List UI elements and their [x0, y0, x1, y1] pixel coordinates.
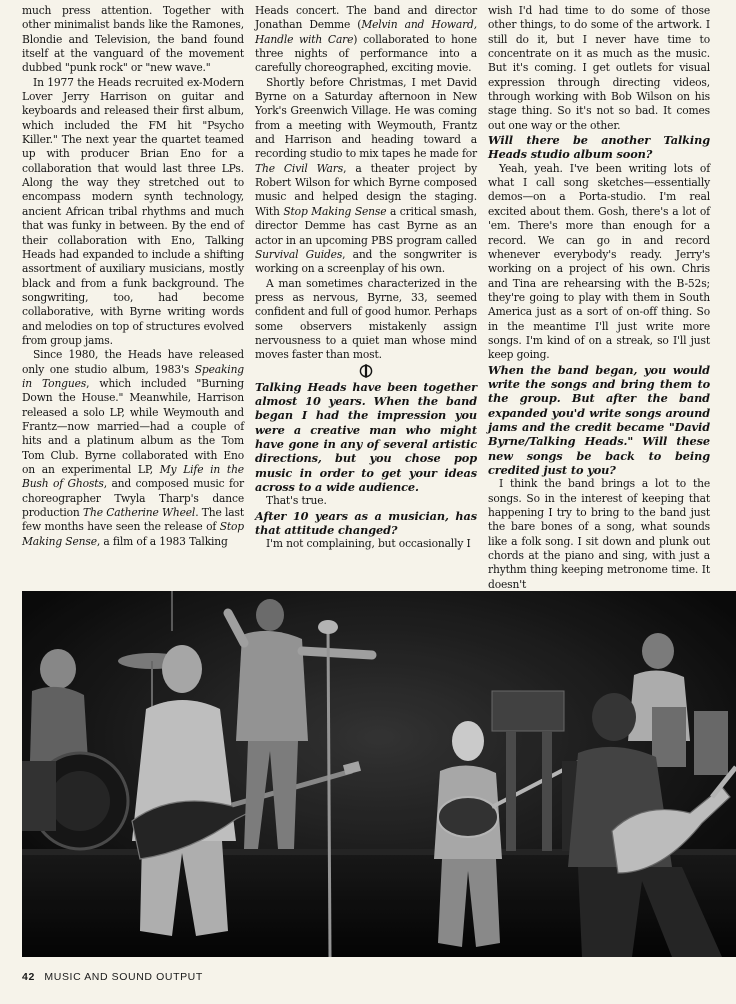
film-titles: Melvin and Howard, Handle with Care	[255, 18, 477, 46]
circled-bar-ornament-icon	[359, 364, 373, 378]
article-columns	[22, 4, 718, 591]
paragraph	[22, 348, 244, 549]
film-title: Stop Making Sense	[283, 204, 387, 218]
interview-answer: I think the band brings a lot to the songs. So in the interest of keeping that happening I try to bring to the band just the bare bones of a song, what sounds like a folk song. I sit down and plunk out chords at the piano and sing, with just a rhythm thing keeping metronome time. It doesn't	[488, 477, 710, 591]
text-run: , and the songwriter is working on a screenplay of his own.	[255, 247, 477, 276]
paragraph: much press attention. Together with other minimalist bands like the Ramones, Blondie and Television, the band found itself at the vanguard of the movement dubbed "punk rock" or "new wave."	[22, 4, 244, 75]
paragraph	[255, 4, 477, 76]
album-title: Speaking in Tongues	[22, 362, 244, 390]
text-run: , a theater project by Robert Wilson for which Byrne composed music and helped design the staging. With	[255, 161, 477, 218]
concert-band-photo	[22, 591, 736, 957]
text-run: ) collaborated to hone three nights of performance into a carefully choreographed, exciting movie.	[255, 32, 477, 75]
interview-answer: wish I'd had time to do some of those other things, to do some of the artwork. I still do it, but I never have time to concentrate on it as much as the music. But it's coming. I get outlets for visual expression through directing videos, through working with Bob Wilson on his stage thing. So it's not so bad. It comes out one way or the other.	[488, 4, 710, 132]
publication-name: MUSIC AND SOUND OUTPUT	[44, 971, 203, 983]
interview-answer: I'm not complaining, but occasionally I	[266, 537, 471, 551]
text-run: , and composed music for choreographer Twyla Tharp's dance production	[22, 477, 244, 520]
page-footer	[22, 971, 203, 983]
article-column-2	[255, 4, 477, 584]
interview-answer: That's true.	[266, 494, 327, 508]
concert-photo-illustration	[22, 591, 736, 957]
interview-question: After 10 years as a musician, has that attitude changed?	[255, 508, 477, 538]
production-title: The Catherine Wheel	[82, 506, 196, 520]
interview-question: Talking Heads have been together almost 10 years. When the band began I had the impression you were a creative man who might have gone in any of several artistic directions, but you chose pop music in order to get your ideas across to a wide audience.	[255, 379, 477, 494]
article-column-3	[488, 4, 710, 591]
text-run: Heads concert. The band and director Jonathan Demme (	[255, 4, 477, 32]
page-number: 42	[22, 971, 35, 983]
text-run: Since 1980, the Heads have released only one studio album, 1983's	[22, 348, 244, 376]
paragraph: In 1977 the Heads recruited ex-Modern Lover Jerry Harrison on guitar and keyboards and released their first album, which included the FM hit "Psycho Killer." The next year the quartet teamed up with producer Brian Eno for a collaboration that would last three LPs. Along the way they stretched out to encompass modern synth technology, ancient African tribal rhythms and much that was funky in between. By the end of their collaboration with Eno, Talking Heads had expanded to include a shifting assortment of auxiliary musicians, mostly black and from a funk background. The songwriting, too, had become collaborative, with Byrne writing words and melodies on top of structures evolved from group jams.	[22, 75, 244, 347]
interview-answer: Yeah, yeah. I've been writing lots of what I call song sketches—essentially demos—on a Porta-studio. I'm real excited about them. Gosh, there's a lot of 'em. There's more than enough for a record. We can go in and record whenever everybody's ready. Jerry's working on a project of his own. Chris and Tina are rehearsing with the B-52s; they're going to play with them in South America just as a sort of on-off thing. So in the meantime I'll just write more songs. I'm kind of on a streak, so I'll just keep going.	[488, 161, 710, 362]
paragraph	[255, 76, 477, 277]
film-title: Stop Making Sense	[22, 520, 244, 548]
text-run: . The last few months have seen the release of	[22, 506, 245, 534]
article-column-1	[22, 4, 244, 584]
photo-haze	[22, 591, 736, 957]
album-title: My Life in the Bush of Ghosts	[22, 463, 244, 491]
text-run: a critical smash, director Demme has cast Byrne as an actor in an upcoming PBS program called	[255, 204, 477, 247]
theater-title: The Civil Wars	[255, 161, 344, 175]
interview-question: Will there be another Talking Heads studio album soon?	[488, 133, 710, 162]
text-run: , which included "Burning Down the House." Meanwhile, Harrison released a solo LP, while Weymouth and Frantz—now married—had a couple of hits and a platinum album as the Tom Tom Club. Byrne collaborated with Eno on an experimental LP,	[22, 376, 244, 476]
text-run: Shortly before Christmas, I met David Byrne on a Saturday afternoon in New York's Greenwich Village. He was coming from a meeting with Weymouth, Frantz and Harrison and heading toward a recording studio to mix tapes he made for	[255, 75, 477, 161]
program-title: Survival Guides	[255, 247, 343, 261]
paragraph: A man sometimes characterized in the press as nervous, Byrne, 33, seemed confident and full of good humor. Perhaps some observers mistakenly assign nervousness to a quiet man whose mind moves faster than most.	[255, 276, 477, 362]
text-run: , a film of a 1983 Talking	[96, 534, 228, 548]
interview-question: When the band began, you would write the songs and bring them to the group. But after the band expanded you'd write songs around jams and the credit became "David Byrne/Talking Heads." Will these new songs be back to being credited just to you?	[488, 362, 710, 477]
